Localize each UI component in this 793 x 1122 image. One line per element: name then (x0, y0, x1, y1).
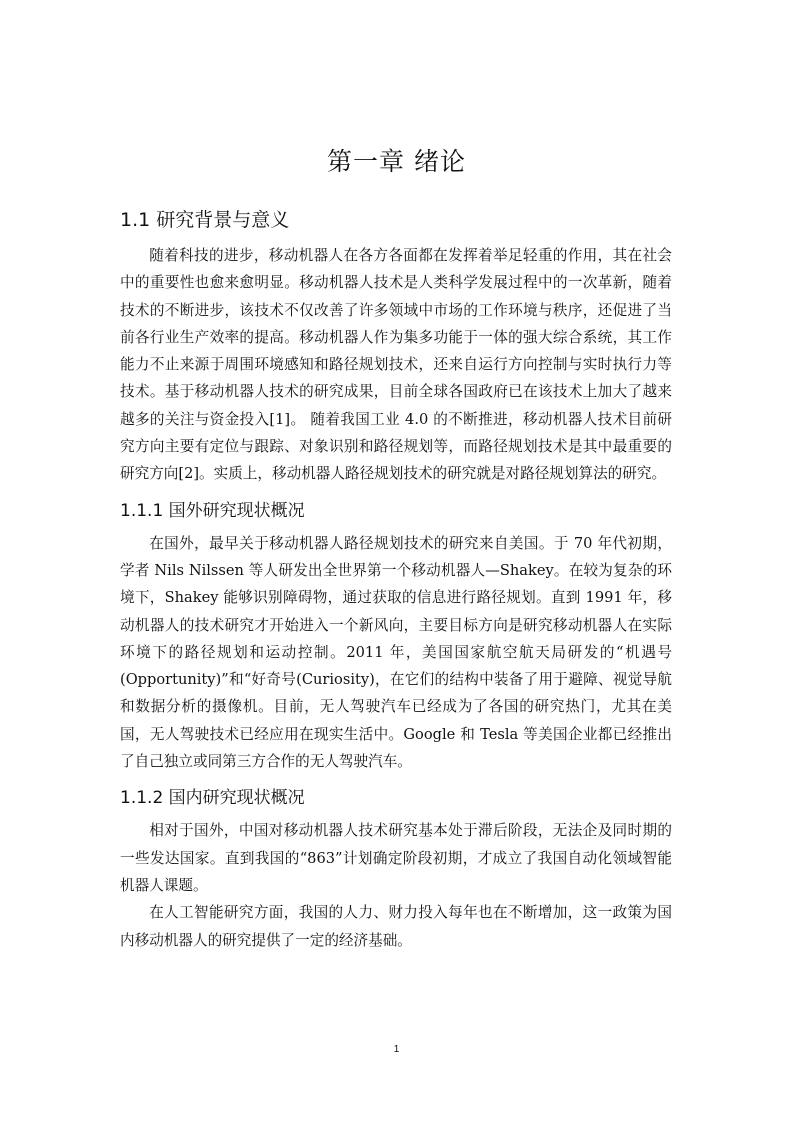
section-heading-1-1: 1.1 研究背景与意义 (120, 209, 290, 231)
paragraph-foreign-research: 在国外，最早关于移动机器人路径规划技术的研究来自美国。于 70 年代初期，学者 Nils Nilssen 等人研发出全世界第一个移动机器人—Shakey。在较为复杂的环境下，Shakey 能够识别障碍物，通过获取的信息进行路径规划。直到 1991 年，移动机器人的技术研究才开始进入一个新风向，主要目标方向是研究移动机器人在实际环境下的路径规划和运动控制。2011 年，美国国家航空航天局研发的“机遇号(Opportunity)”和“好奇号(Curiosity)，在它们的结构中装备了用于避障、视觉导航和数据分析的摄像机。目前，无人驾驶汽车已经成为了各国的研究热门，尤其在美国，无人驾驶技术已经应用在现实生活中。Google 和 Tesla 等美国企业都已经推出了自己独立或同第三方合作的无人驾驶汽车。 (120, 534, 672, 771)
page-number: 1 (393, 1044, 400, 1055)
page-content (120, 204, 672, 954)
chapter-title: 第一章 绪论 (327, 147, 466, 176)
section-heading-1-1-2: 1.1.2 国内研究现状概况 (120, 788, 305, 809)
section-heading-1-1-1: 1.1.1 国外研究现状概况 (120, 500, 305, 521)
paragraph-domestic-research-1: 相对于国外，中国对移动机器人技术研究基本处于滞后阶段，无法企及同时期的一些发达国家。直到我国的“863”计划确定阶段初期，才成立了我国自动化领域智能机器人课题。 (120, 822, 672, 894)
paragraph-domestic-research-2: 在人工智能研究方面，我国的人力、财力投入每年也在不断增加，这一政策为国内移动机器人的研究提供了一定的经济基础。 (120, 904, 672, 949)
paragraph-background: 随着科技的进步，移动机器人在各方各面都在发挥着举足轻重的作用，其在社会中的重要性也愈来愈明显。移动机器人技术是人类科学发展过程中的一次革新，随着技术的不断进步，该技术不仅改善了许多领域中市场的工作环境与秩序，还促进了当前各行业生产效率的提高。移动机器人作为集多功能于一体的强大综合系统，其工作能力不止来源于周围环境感知和路径规划技术，还来自运行方向控制与实时执行力等技术。基于移动机器人技术的研究成果，目前全球各国政府已在该技术上加大了越来越多的关注与资金投入[1]。 随着我国工业 4.0 的不断推进，移动机器人技术目前研究方向主要有定位与跟踪、对象识别和路径规划等，而路径规划技术是其中最重要的研究方向[2]。实质上，移动机器人路径规划技术的研究就是对路径规划算法的研究。 (120, 247, 672, 483)
